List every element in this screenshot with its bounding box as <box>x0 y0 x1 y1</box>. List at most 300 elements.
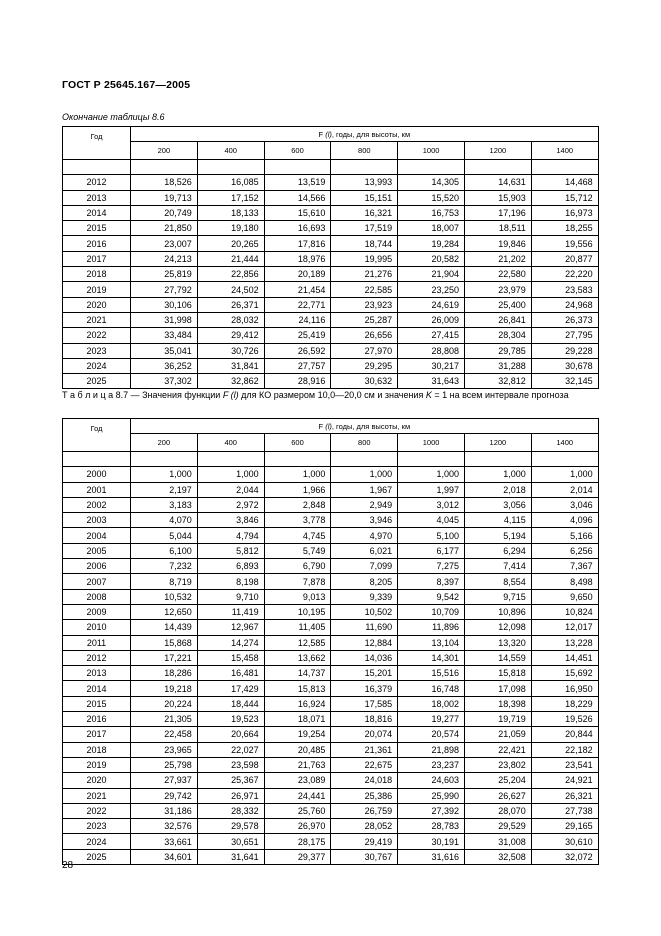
value-cell: 18,398 <box>464 696 531 711</box>
value-cell: 26,841 <box>464 312 531 327</box>
year-cell: 2014 <box>63 205 131 220</box>
value-cell: 18,133 <box>197 205 264 220</box>
table-row <box>63 175 599 190</box>
value-cell: 30,632 <box>331 374 398 389</box>
value-cell: 1,000 <box>131 467 198 482</box>
value-cell: 20,189 <box>264 267 331 282</box>
value-cell: 14,274 <box>197 635 264 650</box>
value-cell: 12,098 <box>464 620 531 635</box>
value-cell: 15,868 <box>131 635 198 650</box>
table1 <box>62 126 599 389</box>
table-row <box>63 328 599 343</box>
value-cell: 1,000 <box>464 467 531 482</box>
value-cell: 33,484 <box>131 328 198 343</box>
year-cell: 2005 <box>63 543 131 558</box>
value-cell: 27,757 <box>264 358 331 373</box>
table1-group-header <box>131 127 599 142</box>
value-cell: 28,916 <box>264 374 331 389</box>
value-cell: 11,896 <box>398 620 465 635</box>
value-cell: 14,631 <box>464 175 531 190</box>
value-cell: 15,813 <box>264 681 331 696</box>
value-cell: 29,529 <box>464 819 531 834</box>
value-cell: 22,771 <box>264 297 331 312</box>
value-cell: 18,007 <box>398 221 465 236</box>
value-cell: 24,603 <box>398 773 465 788</box>
value-cell: 26,627 <box>464 788 531 803</box>
year-cell: 2022 <box>63 803 131 818</box>
value-cell: 20,074 <box>331 727 398 742</box>
value-cell: 23,089 <box>264 773 331 788</box>
table-row <box>63 650 599 665</box>
value-cell: 26,759 <box>331 803 398 818</box>
value-cell: 31,008 <box>464 834 531 849</box>
table2-caption <box>62 389 602 401</box>
value-cell: 27,795 <box>531 328 598 343</box>
value-cell: 14,036 <box>331 650 398 665</box>
value-cell: 14,451 <box>531 650 598 665</box>
value-cell: 16,481 <box>197 666 264 681</box>
table-row <box>63 712 599 727</box>
table2-caption-l: (l) <box>228 390 239 400</box>
table-row <box>63 620 599 635</box>
value-cell: 21,454 <box>264 282 331 297</box>
value-cell: 4,070 <box>131 513 198 528</box>
value-cell: 19,719 <box>464 712 531 727</box>
table-row <box>63 297 599 312</box>
value-cell: 31,998 <box>131 312 198 327</box>
value-cell: 3,056 <box>464 497 531 512</box>
table-row <box>63 513 599 528</box>
value-cell: 22,458 <box>131 727 198 742</box>
year-cell: 2016 <box>63 712 131 727</box>
value-cell: 23,598 <box>197 757 264 772</box>
value-cell: 9,650 <box>531 589 598 604</box>
table-row <box>63 497 599 512</box>
value-cell: 36,252 <box>131 358 198 373</box>
year-cell: 2025 <box>63 374 131 389</box>
table-row <box>63 221 599 236</box>
value-cell: 9,715 <box>464 589 531 604</box>
value-cell: 25,204 <box>464 773 531 788</box>
value-cell: 2,044 <box>197 482 264 497</box>
value-cell: 18,002 <box>398 696 465 711</box>
value-cell: 8,198 <box>197 574 264 589</box>
value-cell: 19,523 <box>197 712 264 727</box>
value-cell: 15,151 <box>331 190 398 205</box>
table1-column-headers <box>63 142 599 160</box>
value-cell: 2,018 <box>464 482 531 497</box>
value-cell: 26,373 <box>531 312 598 327</box>
column-header: 1000 <box>398 142 465 160</box>
value-cell: 22,220 <box>531 267 598 282</box>
value-cell: 23,802 <box>464 757 531 772</box>
value-cell: 1,000 <box>197 467 264 482</box>
value-cell: 21,898 <box>398 742 465 757</box>
value-cell: 20,749 <box>131 205 198 220</box>
column-header: 1400 <box>531 142 598 160</box>
table-row <box>63 788 599 803</box>
table-row <box>63 482 599 497</box>
value-cell: 24,441 <box>264 788 331 803</box>
value-cell: 23,237 <box>398 757 465 772</box>
year-cell: 2020 <box>63 773 131 788</box>
table2-column-headers <box>63 434 599 452</box>
table-row <box>63 696 599 711</box>
table2-caption-f: F <box>222 390 229 400</box>
table2-body <box>63 452 599 865</box>
value-cell: 16,321 <box>331 205 398 220</box>
value-cell: 4,794 <box>197 528 264 543</box>
table-row <box>63 282 599 297</box>
value-cell: 11,690 <box>331 620 398 635</box>
table1-group-l: (l) <box>325 129 332 139</box>
table2-caption-k: K <box>425 390 432 400</box>
value-cell: 20,582 <box>398 251 465 266</box>
year-cell: 2024 <box>63 834 131 849</box>
value-cell: 5,194 <box>464 528 531 543</box>
value-cell: 1,000 <box>531 467 598 482</box>
value-cell: 6,893 <box>197 559 264 574</box>
column-header: 800 <box>331 434 398 452</box>
value-cell: 16,973 <box>531 205 598 220</box>
value-cell: 27,792 <box>131 282 198 297</box>
value-cell: 8,397 <box>398 574 465 589</box>
value-cell: 5,100 <box>398 528 465 543</box>
value-cell: 15,458 <box>197 650 264 665</box>
value-cell: 15,903 <box>464 190 531 205</box>
value-cell: 21,059 <box>464 727 531 742</box>
value-cell: 24,968 <box>531 297 598 312</box>
table-row <box>63 205 599 220</box>
value-cell: 30,726 <box>197 343 264 358</box>
table1-group-f: F <box>318 129 324 139</box>
value-cell: 17,585 <box>331 696 398 711</box>
column-header: 400 <box>197 142 264 160</box>
value-cell: 18,816 <box>331 712 398 727</box>
value-cell: 2,197 <box>131 482 198 497</box>
value-cell: 23,007 <box>131 236 198 251</box>
value-cell: 24,018 <box>331 773 398 788</box>
value-cell: 12,650 <box>131 604 198 619</box>
value-cell: 20,844 <box>531 727 598 742</box>
table-row <box>63 543 599 558</box>
value-cell: 29,742 <box>131 788 198 803</box>
table-row <box>63 773 599 788</box>
value-cell: 6,294 <box>464 543 531 558</box>
value-cell: 28,070 <box>464 803 531 818</box>
value-cell: 2,848 <box>264 497 331 512</box>
table2-caption-mid: для КО размером 10,0—20,0 см и значения <box>238 390 426 400</box>
value-cell: 11,405 <box>264 620 331 635</box>
year-cell: 2015 <box>63 696 131 711</box>
value-cell: 4,745 <box>264 528 331 543</box>
value-cell: 29,785 <box>464 343 531 358</box>
value-cell: 19,254 <box>264 727 331 742</box>
year-cell: 2016 <box>63 236 131 251</box>
year-cell: 2000 <box>63 467 131 482</box>
value-cell: 32,072 <box>531 849 598 864</box>
value-cell: 3,012 <box>398 497 465 512</box>
column-header: 1000 <box>398 434 465 452</box>
value-cell: 30,191 <box>398 834 465 849</box>
table-row <box>63 267 599 282</box>
value-cell: 21,763 <box>264 757 331 772</box>
value-cell: 20,265 <box>197 236 264 251</box>
value-cell: 4,096 <box>531 513 598 528</box>
value-cell: 24,502 <box>197 282 264 297</box>
value-cell: 26,656 <box>331 328 398 343</box>
value-cell: 25,819 <box>131 267 198 282</box>
value-cell: 30,651 <box>197 834 264 849</box>
value-cell: 16,753 <box>398 205 465 220</box>
value-cell: 7,414 <box>464 559 531 574</box>
value-cell: 15,201 <box>331 666 398 681</box>
value-cell: 28,783 <box>398 819 465 834</box>
value-cell: 18,744 <box>331 236 398 251</box>
value-cell: 2,014 <box>531 482 598 497</box>
year-cell: 2007 <box>63 574 131 589</box>
year-cell: 2017 <box>63 727 131 742</box>
year-cell: 2021 <box>63 788 131 803</box>
value-cell: 21,361 <box>331 742 398 757</box>
year-cell: 2022 <box>63 328 131 343</box>
table1-body <box>63 160 599 389</box>
value-cell: 24,116 <box>264 312 331 327</box>
value-cell: 14,305 <box>398 175 465 190</box>
table-row <box>63 589 599 604</box>
value-cell: 4,115 <box>464 513 531 528</box>
column-header: 800 <box>331 142 398 160</box>
value-cell: 32,862 <box>197 374 264 389</box>
column-header: 1200 <box>464 434 531 452</box>
value-cell: 18,444 <box>197 696 264 711</box>
value-cell: 26,321 <box>531 788 598 803</box>
value-cell: 22,580 <box>464 267 531 282</box>
value-cell: 18,511 <box>464 221 531 236</box>
value-cell: 22,585 <box>331 282 398 297</box>
value-cell: 29,377 <box>264 849 331 864</box>
value-cell: 20,877 <box>531 251 598 266</box>
table-row <box>63 604 599 619</box>
value-cell: 1,997 <box>398 482 465 497</box>
value-cell: 27,937 <box>131 773 198 788</box>
table-row <box>63 635 599 650</box>
value-cell: 23,541 <box>531 757 598 772</box>
value-cell: 1,967 <box>331 482 398 497</box>
value-cell: 28,304 <box>464 328 531 343</box>
value-cell: 30,106 <box>131 297 198 312</box>
year-cell: 2020 <box>63 297 131 312</box>
table-row <box>63 312 599 327</box>
value-cell: 16,950 <box>531 681 598 696</box>
value-cell: 21,305 <box>131 712 198 727</box>
value-cell: 22,675 <box>331 757 398 772</box>
value-cell: 31,841 <box>197 358 264 373</box>
value-cell: 26,009 <box>398 312 465 327</box>
year-cell: 2023 <box>63 819 131 834</box>
value-cell: 27,738 <box>531 803 598 818</box>
value-cell: 26,970 <box>264 819 331 834</box>
value-cell: 12,967 <box>197 620 264 635</box>
value-cell: 17,098 <box>464 681 531 696</box>
year-cell: 2019 <box>63 757 131 772</box>
table-row <box>63 251 599 266</box>
page-header: ГОСТ Р 25645.167—2005 <box>62 79 191 91</box>
value-cell: 12,017 <box>531 620 598 635</box>
table-row <box>63 849 599 864</box>
value-cell: 7,232 <box>131 559 198 574</box>
column-header: 200 <box>131 434 198 452</box>
year-cell: 2012 <box>63 175 131 190</box>
value-cell: 31,288 <box>464 358 531 373</box>
value-cell: 18,071 <box>264 712 331 727</box>
table-row <box>63 742 599 757</box>
value-cell: 20,664 <box>197 727 264 742</box>
year-cell: 2001 <box>63 482 131 497</box>
value-cell: 10,195 <box>264 604 331 619</box>
year-cell: 2013 <box>63 666 131 681</box>
value-cell: 3,778 <box>264 513 331 528</box>
table2-group-l: (l) <box>325 421 332 431</box>
value-cell: 15,610 <box>264 205 331 220</box>
value-cell: 37,302 <box>131 374 198 389</box>
value-cell: 18,229 <box>531 696 598 711</box>
value-cell: 16,379 <box>331 681 398 696</box>
value-cell: 10,502 <box>331 604 398 619</box>
value-cell: 10,824 <box>531 604 598 619</box>
column-header: 1200 <box>464 142 531 160</box>
value-cell: 23,923 <box>331 297 398 312</box>
value-cell: 34,601 <box>131 849 198 864</box>
value-cell: 21,904 <box>398 267 465 282</box>
value-cell: 25,367 <box>197 773 264 788</box>
page-number: 28 <box>62 860 74 871</box>
table-row <box>63 574 599 589</box>
value-cell: 25,798 <box>131 757 198 772</box>
year-cell: 2004 <box>63 528 131 543</box>
value-cell: 24,619 <box>398 297 465 312</box>
table-row <box>63 681 599 696</box>
value-cell: 31,643 <box>398 374 465 389</box>
value-cell: 21,202 <box>464 251 531 266</box>
value-cell: 19,277 <box>398 712 465 727</box>
value-cell: 20,574 <box>398 727 465 742</box>
column-header: 600 <box>264 142 331 160</box>
value-cell: 13,519 <box>264 175 331 190</box>
value-cell: 7,275 <box>398 559 465 574</box>
value-cell: 10,709 <box>398 604 465 619</box>
table1-caption: Окончание таблицы 8.6 <box>62 112 165 122</box>
year-cell: 2017 <box>63 251 131 266</box>
year-cell: 2018 <box>63 267 131 282</box>
value-cell: 3,846 <box>197 513 264 528</box>
value-cell: 32,508 <box>464 849 531 864</box>
value-cell: 5,812 <box>197 543 264 558</box>
value-cell: 22,182 <box>531 742 598 757</box>
table-row <box>63 803 599 818</box>
table-row <box>63 467 599 482</box>
year-cell: 2018 <box>63 742 131 757</box>
year-cell: 2015 <box>63 221 131 236</box>
value-cell: 33,661 <box>131 834 198 849</box>
table-row <box>63 559 599 574</box>
value-cell: 25,386 <box>331 788 398 803</box>
year-cell: 2002 <box>63 497 131 512</box>
value-cell: 1,000 <box>398 467 465 482</box>
value-cell: 9,710 <box>197 589 264 604</box>
value-cell: 6,177 <box>398 543 465 558</box>
value-cell: 14,559 <box>464 650 531 665</box>
value-cell: 2,972 <box>197 497 264 512</box>
value-cell: 18,286 <box>131 666 198 681</box>
value-cell: 26,371 <box>197 297 264 312</box>
value-cell: 25,760 <box>264 803 331 818</box>
value-cell: 18,526 <box>131 175 198 190</box>
value-cell: 5,749 <box>264 543 331 558</box>
value-cell: 35,041 <box>131 343 198 358</box>
value-cell: 6,021 <box>331 543 398 558</box>
value-cell: 26,971 <box>197 788 264 803</box>
value-cell: 16,693 <box>264 221 331 236</box>
value-cell: 15,692 <box>531 666 598 681</box>
value-cell: 31,186 <box>131 803 198 818</box>
value-cell: 29,165 <box>531 819 598 834</box>
table-row <box>63 819 599 834</box>
value-cell: 21,850 <box>131 221 198 236</box>
table1-group-rest: , годы, для высоты, км <box>331 129 411 139</box>
year-cell: 2008 <box>63 589 131 604</box>
value-cell: 24,213 <box>131 251 198 266</box>
value-cell: 7,099 <box>331 559 398 574</box>
column-header: 1400 <box>531 434 598 452</box>
value-cell: 25,287 <box>331 312 398 327</box>
value-cell: 13,993 <box>331 175 398 190</box>
table-row <box>63 757 599 772</box>
year-cell: 2012 <box>63 650 131 665</box>
table2-group-f: F <box>318 421 324 431</box>
value-cell: 5,166 <box>531 528 598 543</box>
value-cell: 32,812 <box>464 374 531 389</box>
value-cell: 9,013 <box>264 589 331 604</box>
value-cell: 30,610 <box>531 834 598 849</box>
table-row <box>63 190 599 205</box>
value-cell: 14,468 <box>531 175 598 190</box>
table-row <box>63 236 599 251</box>
value-cell: 25,400 <box>464 297 531 312</box>
value-cell: 22,856 <box>197 267 264 282</box>
value-cell: 18,976 <box>264 251 331 266</box>
value-cell: 29,228 <box>531 343 598 358</box>
value-cell: 8,498 <box>531 574 598 589</box>
year-cell: 2011 <box>63 635 131 650</box>
value-cell: 10,532 <box>131 589 198 604</box>
value-cell: 17,196 <box>464 205 531 220</box>
table2-caption-lead: Т а б л и ц а 8.7 — Значения функции <box>62 390 223 400</box>
year-cell: 2014 <box>63 681 131 696</box>
value-cell: 22,027 <box>197 742 264 757</box>
table-row <box>63 834 599 849</box>
value-cell: 8,719 <box>131 574 198 589</box>
value-cell: 21,444 <box>197 251 264 266</box>
value-cell: 4,045 <box>398 513 465 528</box>
value-cell: 17,152 <box>197 190 264 205</box>
value-cell: 16,748 <box>398 681 465 696</box>
value-cell: 14,737 <box>264 666 331 681</box>
table2 <box>62 418 599 865</box>
value-cell: 14,566 <box>264 190 331 205</box>
value-cell: 25,419 <box>264 328 331 343</box>
value-cell: 2,949 <box>331 497 398 512</box>
